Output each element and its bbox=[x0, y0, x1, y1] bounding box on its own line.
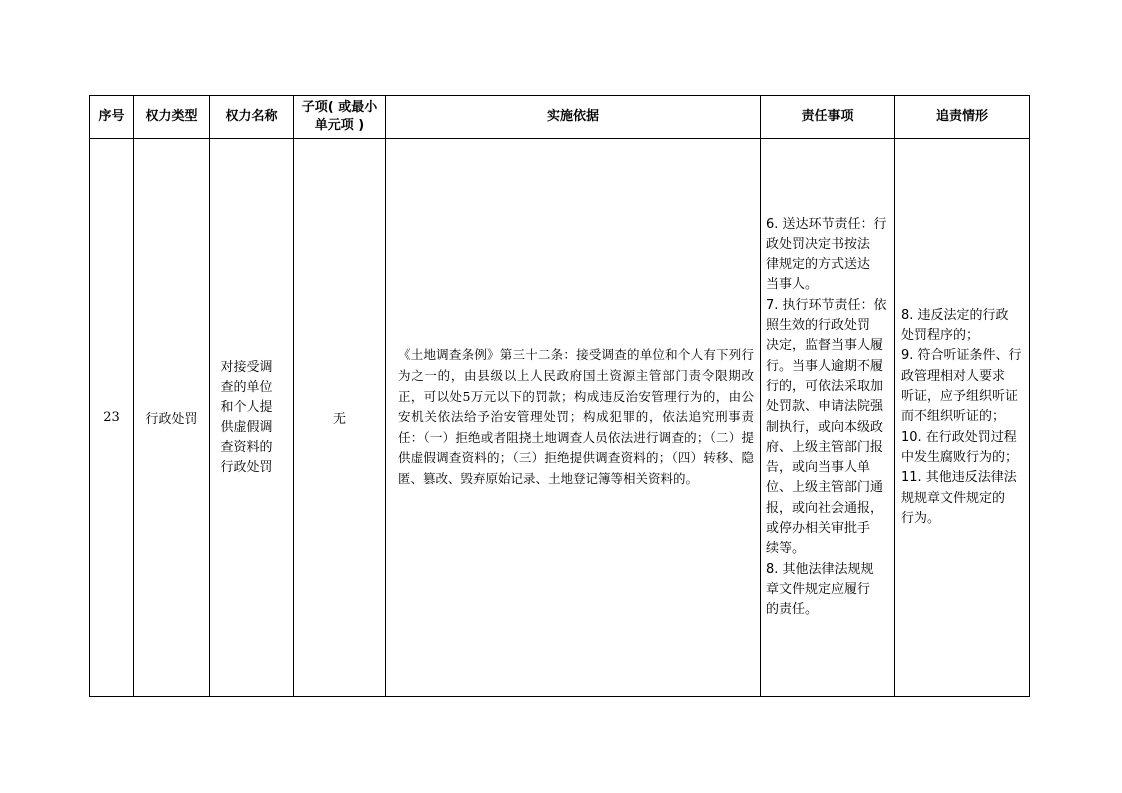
responsibility-line: 府、上级主管部门报 bbox=[766, 439, 884, 455]
accountability-line: 中发生腐败行为的； bbox=[901, 449, 1019, 465]
responsibility-line: 行的，可依法采取加 bbox=[766, 378, 884, 394]
cell-accountability bbox=[895, 306, 1029, 529]
responsibility-line: 报，或向社会通报， bbox=[766, 500, 884, 516]
responsibility-line: 制执行，或向本级政 bbox=[766, 419, 884, 435]
header-sub-item bbox=[294, 96, 386, 139]
accountability-line: 11. 其他违反法律法 bbox=[901, 470, 1017, 486]
cell-responsibility bbox=[761, 215, 894, 621]
cell-power-name-wrap bbox=[210, 139, 294, 697]
accountability-line: 10. 在行政处罚过程 bbox=[901, 429, 1017, 445]
responsibility-line: 8. 其他法律法规规 bbox=[766, 561, 874, 577]
accountability-line: 行为。 bbox=[901, 510, 941, 526]
responsibility-line: 当事人。 bbox=[766, 277, 819, 293]
cell-accountability-wrap bbox=[895, 139, 1030, 697]
cell-power-type: 行政处罚 bbox=[134, 139, 210, 697]
responsibility-line: 政处罚决定书按法 bbox=[766, 236, 871, 252]
cell-power-name: 对接受调查的单位和个人提供虚假调查资料的行政处罚 bbox=[220, 359, 273, 475]
responsibility-line: 处罚款、申请法院强 bbox=[766, 399, 884, 415]
responsibility-line: 或停办相关审批手 bbox=[766, 520, 871, 536]
accountability-line: 处罚程序的； bbox=[901, 328, 980, 344]
accountability-line: 8. 违反法定的行政 bbox=[901, 307, 1009, 323]
cell-seq: 23 bbox=[90, 139, 134, 697]
header-basis: 实施依据 bbox=[386, 96, 761, 139]
header-responsibility: 责任事项 bbox=[761, 96, 895, 139]
accountability-line: 而不组织听证的； bbox=[901, 409, 1006, 425]
accountability-line: 9. 符合听证条件、行 bbox=[901, 348, 1022, 364]
responsibility-line: 告，或向当事人单 bbox=[766, 460, 871, 476]
authority-table bbox=[89, 95, 1030, 697]
responsibility-line: 章文件规定应履行 bbox=[766, 581, 871, 597]
responsibility-line: 照生效的行政处罚 bbox=[766, 318, 871, 334]
responsibility-line: 续等。 bbox=[766, 541, 806, 557]
responsibility-line: 位、上级主管部门通 bbox=[766, 480, 884, 496]
header-power-name: 权力名称 bbox=[210, 96, 294, 139]
accountability-line: 规规章文件规定的 bbox=[901, 490, 1006, 506]
cell-responsibility-wrap bbox=[761, 139, 895, 697]
header-sub-item-line2: 单元项 ) bbox=[314, 118, 365, 133]
responsibility-line: 7. 执行环节责任：依 bbox=[766, 297, 887, 313]
responsibility-line: 律规定的方式送达 bbox=[766, 257, 871, 273]
cell-basis-wrap bbox=[386, 139, 761, 697]
header-seq: 序号 bbox=[90, 96, 134, 139]
cell-basis: 《土地调查条例》第三十二条：接受调查的单位和个人有下列行为之一的，由县级以上人民政府国土资源主管部门责令限期改正，可以处5万元以下的罚款；构成违反治安管理行为的，由公安机关依法给予治安管理处罚；构成犯罪的，依法追究刑事责任：（一）拒绝或者阻挠土地调查人员依法进行调查的；（二）提供虚假调查资料的；（三）拒绝提供调查资料的；（四）转移、隐匿、篡改、毁弃原始记录、土地登记簿等相关资料的。 bbox=[398, 347, 754, 486]
header-accountability: 追责情形 bbox=[895, 96, 1030, 139]
table-row bbox=[90, 139, 1030, 697]
accountability-line: 政管理相对人要求 bbox=[901, 368, 1006, 384]
header-row bbox=[90, 96, 1030, 139]
responsibility-line: 6. 送达环节责任：行 bbox=[766, 216, 887, 232]
responsibility-line: 决定，监督当事人履 bbox=[766, 338, 884, 354]
cell-sub-item: 无 bbox=[294, 139, 386, 697]
responsibility-line: 行。当事人逾期不履 bbox=[766, 358, 884, 374]
accountability-line: 听证，应予组织听证 bbox=[901, 389, 1019, 405]
responsibility-line: 的责任。 bbox=[766, 602, 819, 618]
header-sub-item-line1: 子项( 或最小 bbox=[301, 100, 378, 115]
header-power-type: 权力类型 bbox=[134, 96, 210, 139]
